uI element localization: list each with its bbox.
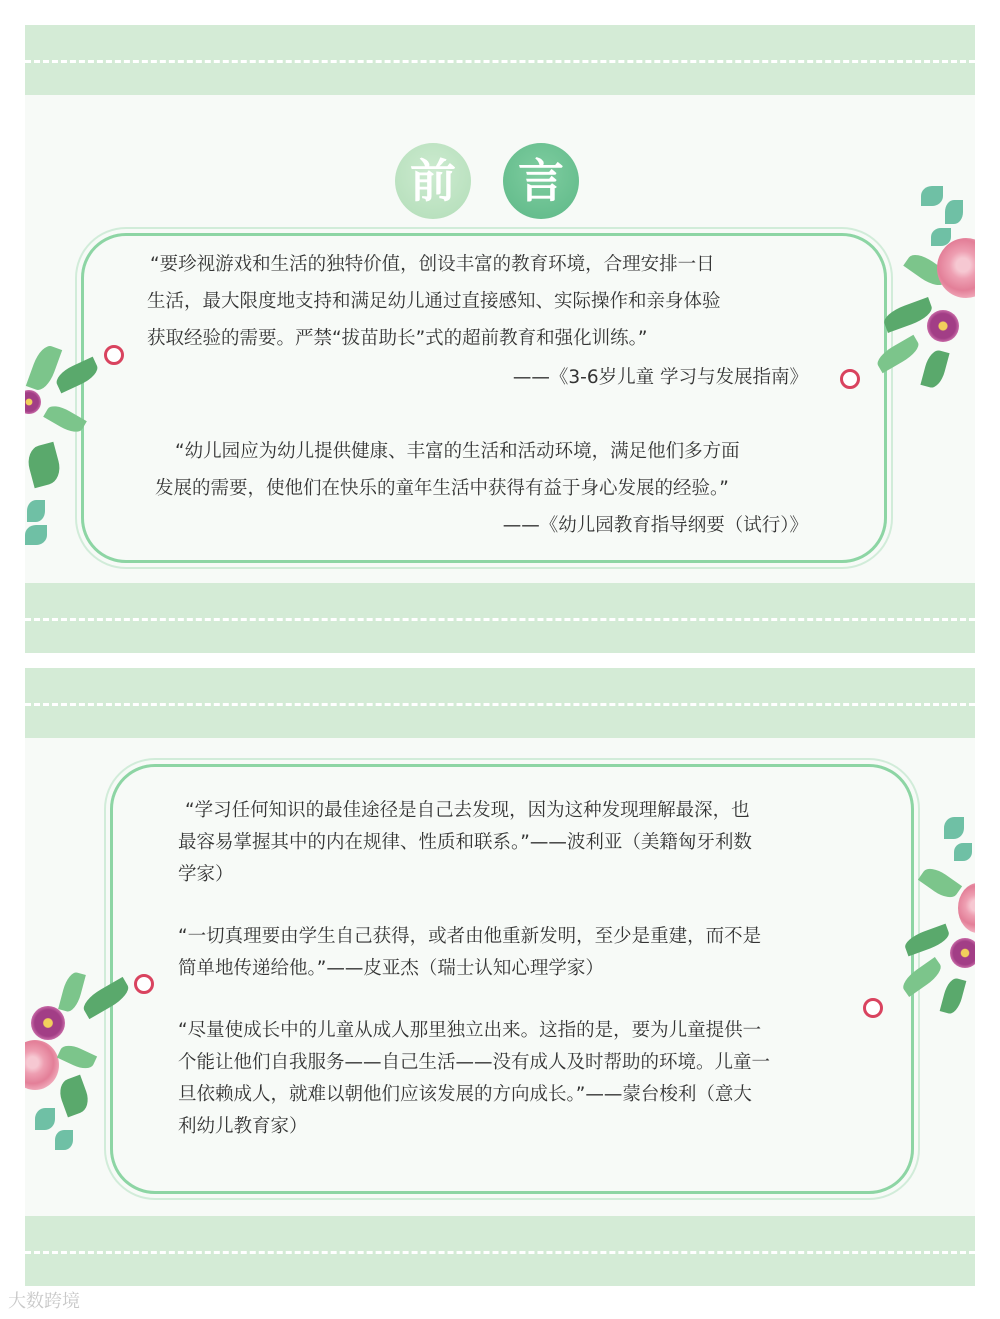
quote-line: 最容易掌握其中的内在规律、性质和联系。”——波利亚（美籍匈牙利数	[178, 832, 752, 853]
quote-line: 学家）	[178, 864, 234, 885]
quote-line: 个能让他们自我服务——自己生活——没有成人及时帮助的环境。儿童一	[178, 1052, 771, 1073]
flower-decoration-icon	[900, 813, 975, 1028]
quote-line: “尽量使成长中的儿童从成人那里独立出来。这指的是，要为儿童提供一	[178, 1020, 762, 1041]
flower-decoration-icon	[865, 180, 975, 395]
quote-line: 旦依赖成人，就难以朝他们应该发展的方向成长。”——蒙台梭利（意大	[178, 1084, 752, 1105]
bottom-dashed-band	[25, 583, 975, 653]
quote-line: 简单地传递给他。”——皮亚杰（瑞士认知心理学家）	[178, 958, 604, 979]
decorative-ring-icon	[104, 345, 124, 365]
quote-line: 生活，最大限度地支持和满足幼儿通过直接感知、实际操作和亲身体验	[147, 291, 721, 312]
quote-line: “学习任何知识的最佳途径是自己去发现，因为这种发现理解最深，也	[185, 800, 750, 821]
heading-char-2: 言	[503, 143, 579, 219]
bottom-dashed-band	[25, 1216, 975, 1286]
decorative-ring-icon	[840, 369, 860, 389]
quote-line: “要珍视游戏和生活的独特价值，创设丰富的教育环境，合理安排一日	[150, 254, 715, 275]
watermark: 大数跨境	[8, 1291, 80, 1312]
quote-line: 利幼儿教育家）	[178, 1116, 308, 1137]
decorative-ring-icon	[134, 974, 154, 994]
top-dashed-band	[25, 25, 975, 95]
heading-char-1: 前	[395, 143, 471, 219]
flower-decoration-icon	[25, 335, 105, 555]
quote-line: “幼儿园应为幼儿提供健康、丰富的生活和活动环境，满足他们多方面	[175, 441, 740, 462]
top-dashed-band	[25, 668, 975, 738]
quote-line: 获取经验的需要。严禁“拔苗助长”式的超前教育和强化训练。”	[147, 328, 648, 349]
preface-slide	[25, 25, 975, 653]
quote-line: 发展的需要，使他们在快乐的童年生活中获得有益于身心发展的经验。”	[155, 478, 729, 499]
quote-source: ——《幼儿园教育指导纲要（试行）》	[502, 515, 808, 536]
flower-decoration-icon	[25, 968, 135, 1158]
quote-line: “一切真理要由学生自己获得，或者由他重新发明，至少是重建，而不是	[178, 926, 762, 947]
quotes-slide	[25, 668, 975, 1286]
quote-source: ——《3-6岁儿童 学习与发展指南》	[512, 367, 808, 388]
